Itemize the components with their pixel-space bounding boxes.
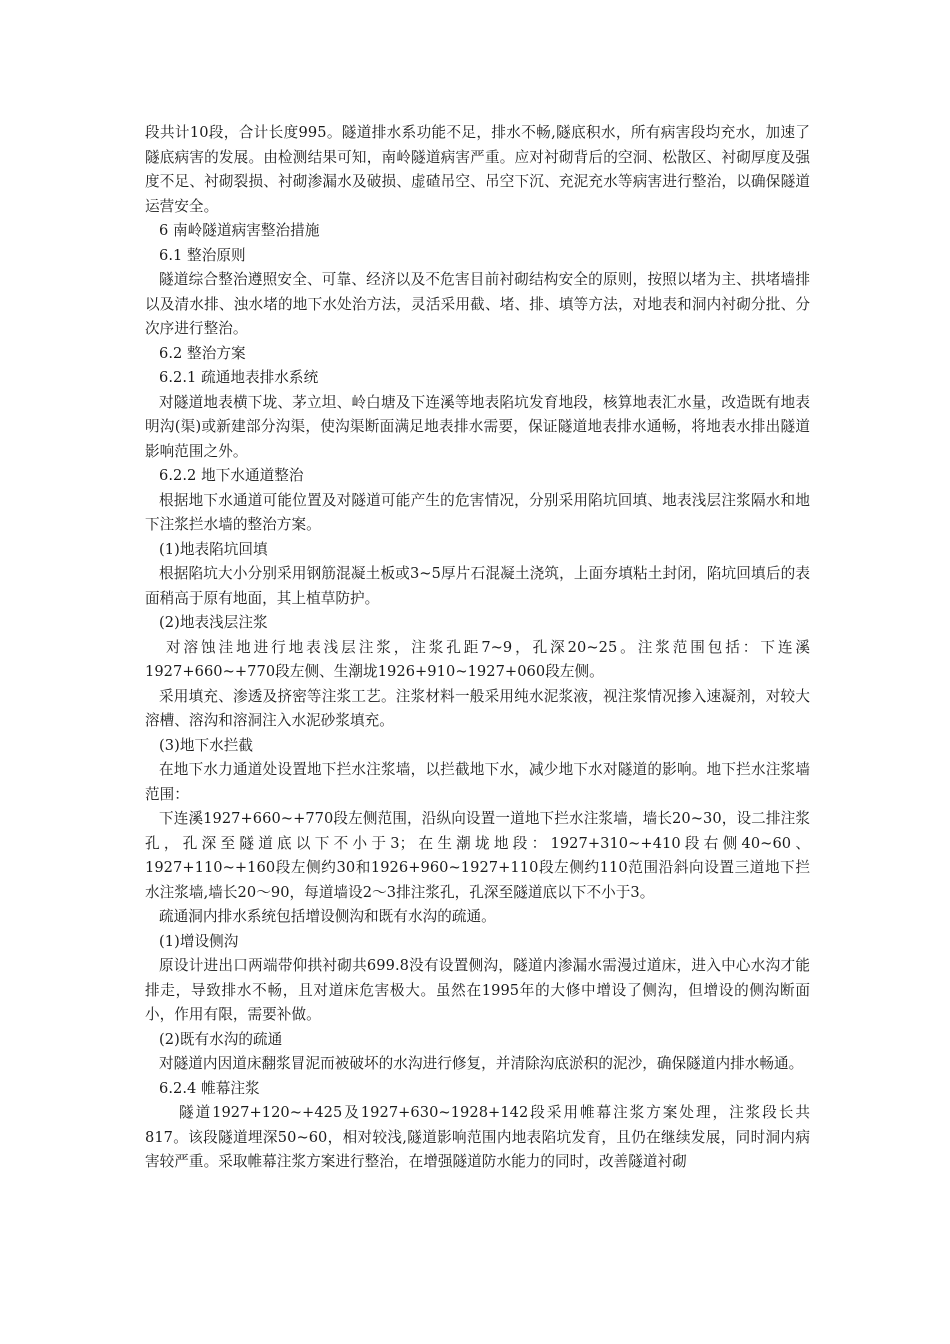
body-paragraph: 隧道1927+120~+425及1927+630~1928+142段采用帷幕注浆方案处理，注浆段长共817。该段隧道埋深50~60，相对较浅,隧道影响范围内地表陷坑发育，且仍在继续发展，同时洞内病害较严重。采取帷幕注浆方案进行整治，在增强隧道防水能力的同时，改善隧道衬砌 [145, 1104, 810, 1170]
body-paragraph: 段共计10段，合计长度995。隧道排水系功能不足，排水不畅,隧底积水，所有病害段均充水，加速了隧底病害的发展。由检测结果可知，南岭隧道病害严重。应对衬砌背后的空洞、松散区、衬砌厚度及强度不足、衬砌裂损、衬砌渗漏水及破损、虚碴吊空、吊空下沉、充泥充水等病害进行整治，以确保隧道运营安全。 [145, 124, 810, 215]
subsection-heading: 6.1 整治原则 [159, 246, 246, 264]
item-heading: (1)增设侧沟 [159, 932, 239, 950]
body-paragraph: 根据陷坑大小分别采用钢筋混凝土板或3~5厚片石混凝土浇筑，上面夯填粘土封闭，陷坑回填后的表面稍高于原有地面，其上植草防护。 [145, 565, 810, 607]
item-heading: (1)地表陷坑回填 [159, 540, 268, 558]
item-heading: (2)地表浅层注浆 [159, 614, 268, 631]
body-paragraph: 对溶蚀洼地进行地表浅层注浆，注浆孔距7~9，孔深20~25。注浆范围包括：下连溪1927+660~+770段左侧、生潮垅1926+910~1927+060段左侧。 [145, 638, 810, 680]
body-paragraph: 下连溪1927+660~+770段左侧范围，沿纵向设置一道地下拦水注浆墙，墙长20~30，设二排注浆孔，孔深至隧道底以下不小于3；在生潮垅地段：1927+310~+410段右侧40~60、1927+110~+160段左侧约30和1926+960~1927+110段左侧约110范围沿斜向设置三道地下拦水注浆墙,墙长20～90，每道墙设2～3排注浆孔，孔深至隧道底以下不小于3。 [145, 810, 810, 901]
document-page [145, 121, 810, 1175]
body-paragraph: 采用填充、渗透及挤密等注浆工艺。注浆材料一般采用纯水泥浆液，视注浆情况掺入速凝剂，对较大溶槽、溶沟和溶洞注入水泥砂浆填充。 [145, 687, 810, 729]
body-paragraph: 原设计进出口两端带仰拱衬砌共699.8没有设置侧沟，隧道内渗漏水需漫过道床，进入中心水沟才能排走，导致排水不畅，且对道床危害极大。虽然在1995年的大修中增设了侧沟，但增设的侧沟断面小，作用有限，需要补做。 [145, 957, 810, 1023]
body-paragraph: 根据地下水通道可能位置及对隧道可能产生的危害情况，分别采用陷坑回填、地表浅层注浆隔水和地下注浆拦水墙的整治方案。 [145, 491, 810, 533]
body-paragraph: 在地下水力通道处设置地下拦水注浆墙，以拦截地下水，减少地下水对隧道的影响。地下拦水注浆墙范围： [145, 761, 810, 803]
subsection-heading: 6.2.4 帷幕注浆 [159, 1079, 260, 1097]
section-heading: 6 南岭隧道病害整治措施 [159, 222, 320, 239]
body-paragraph: 隧道综合整治遵照安全、可靠、经济以及不危害目前衬砌结构安全的原则，按照以堵为主、拱堵墙排以及清水排、浊水堵的地下水处治方法，灵活采用截、堵、排、填等方法，对地表和洞内衬砌分批、分次序进行整治。 [145, 271, 810, 337]
item-heading: (2)既有水沟的疏通 [159, 1030, 283, 1048]
subsection-heading: 6.2 整治方案 [159, 344, 246, 362]
subsection-heading: 6.2.2 地下水通道整治 [159, 467, 304, 484]
body-paragraph: 对隧道内因道床翻浆冒泥而被破坏的水沟进行修复，并清除沟底淤积的泥沙，确保隧道内排水畅通。 [159, 1055, 804, 1072]
subsection-heading: 6.2.1 疏通地表排水系统 [159, 369, 319, 386]
body-paragraph: 疏通洞内排水系统包括增设侧沟和既有水沟的疏通。 [159, 908, 496, 925]
body-paragraph: 对隧道地表横下垅、茅立坦、岭白塘及下连溪等地表陷坑发育地段，核算地表汇水量，改造既有地表明沟(渠)或新建部分沟渠，使沟渠断面满足地表排水需要，保证隧道地表排水通畅，将地表水排出隧道影响范围之外。 [145, 393, 810, 460]
item-heading: (3)地下水拦截 [159, 736, 254, 754]
